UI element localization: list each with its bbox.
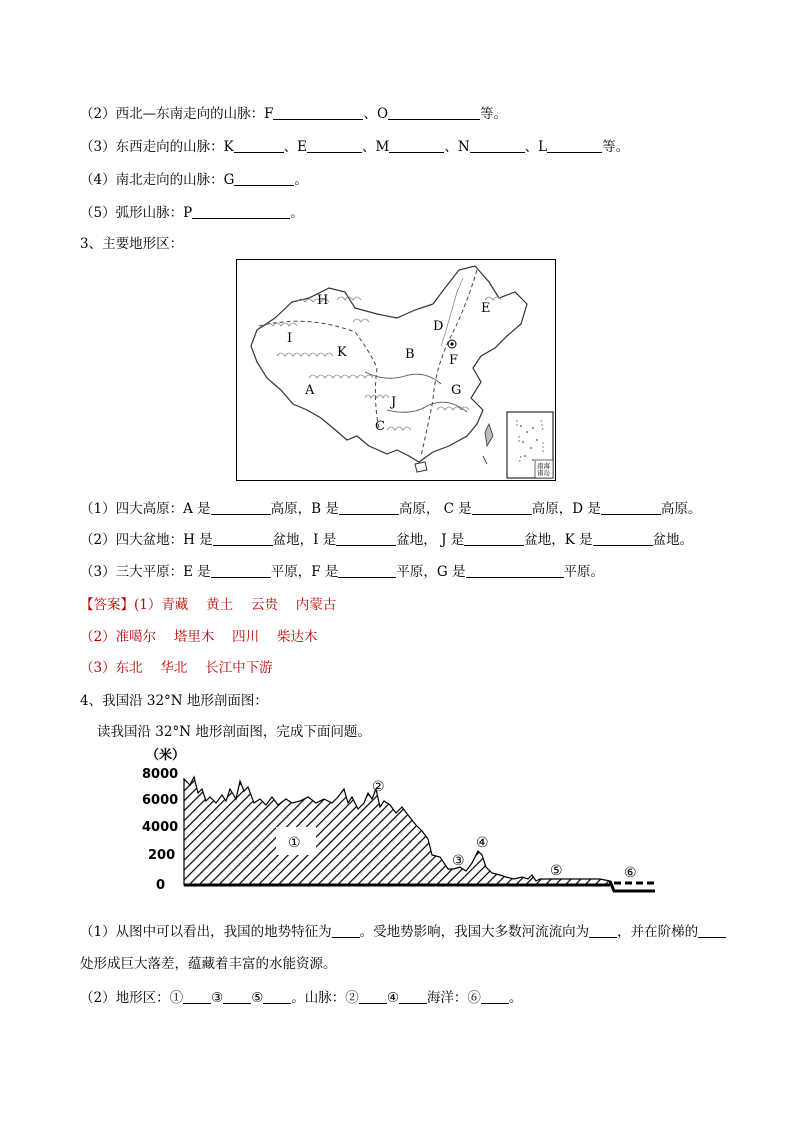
q3-text: 高原。 — [660, 501, 702, 517]
profile-marker-6: ⑥ — [624, 865, 637, 881]
q3-text: 高原，D 是 — [531, 501, 601, 517]
answer-blank[interactable] — [183, 989, 211, 1004]
q3-plateaus — [80, 497, 701, 517]
q4-title: 4、我国沿 32°N 地形剖面图： — [80, 693, 268, 709]
map-label-A: A — [305, 383, 315, 398]
q2-text: （5）弧形山脉：P — [80, 205, 193, 221]
map-label-K: K — [337, 345, 347, 360]
terrain-profile-area — [184, 777, 610, 885]
q4-part2 — [80, 986, 522, 1006]
answer-blank[interactable] — [601, 500, 661, 515]
profile-unit: （米） — [146, 748, 186, 763]
terrain-profile-32N — [140, 745, 670, 909]
answer-blank[interactable] — [336, 531, 396, 546]
q4-text: 。受地势影响，我国大多数河流流向为 — [359, 924, 590, 940]
q2-text: （2）西北—东南走向的山脉：F — [80, 106, 274, 122]
q3-text: （1）四大高原：A 是 — [80, 501, 211, 517]
q3-text: 平原，G 是 — [396, 564, 466, 580]
answer-text: (1）青藏 黄土 云贵 内蒙古 — [134, 597, 337, 613]
china-map-figure — [237, 260, 554, 479]
answer-blank[interactable] — [466, 563, 564, 578]
answer-line-2: （2）准噶尔 塔里木 四川 柴达木 — [80, 629, 318, 645]
q3-text: （2）四大盆地：H 是 — [80, 532, 213, 548]
answer-blank[interactable] — [470, 138, 525, 153]
q3-text: 高原， C 是 — [398, 501, 472, 517]
q2-text: （4）南北走向的山脉：G — [80, 172, 235, 188]
q3-text: 盆地，I 是 — [272, 532, 337, 548]
map-label-F: F — [449, 353, 459, 368]
terrain-step-boundaries — [259, 270, 477, 456]
profile-marker-5: ⑤ — [550, 863, 563, 879]
answer-line-3: （3）东北 华北 长江中下游 — [80, 660, 273, 676]
q3-basins — [80, 528, 693, 548]
q3-text: 盆地。 — [652, 532, 694, 548]
q2-line-northsouth — [80, 168, 308, 188]
answer-blank[interactable] — [464, 531, 524, 546]
q3-plains — [80, 560, 604, 580]
answer-blank[interactable] — [698, 923, 726, 938]
answer-blank[interactable] — [389, 138, 444, 153]
q4-text: （1）从图中可以看出，我国的地势特征为 — [80, 924, 332, 940]
china-terrain-map — [236, 259, 556, 481]
answer-blank[interactable] — [481, 989, 509, 1004]
q2-text: 、E — [283, 139, 308, 155]
answer-blank[interactable] — [307, 138, 362, 153]
profile-marker-4: ④ — [476, 835, 489, 851]
map-label-H: H — [317, 293, 329, 308]
answer-blank[interactable] — [547, 138, 602, 153]
answer-blank[interactable] — [223, 989, 251, 1004]
answer-blank[interactable] — [338, 563, 396, 578]
answer-blank[interactable] — [399, 989, 427, 1004]
profile-marker-2: ② — [372, 779, 385, 795]
q2-text: 、M — [362, 139, 390, 155]
q4-part1-line1 — [80, 920, 726, 940]
map-label-I: I — [287, 331, 293, 346]
answer-blank[interactable] — [388, 105, 480, 120]
q4-text: ③ — [211, 990, 224, 1006]
hainan-island — [415, 462, 427, 472]
answer-blank[interactable] — [211, 500, 271, 515]
answer-blank[interactable] — [359, 989, 387, 1004]
map-label-D: D — [433, 319, 444, 334]
answer-tag: 【答案】 — [80, 597, 134, 613]
answer-blank[interactable] — [192, 204, 290, 219]
q3-text: 盆地，K 是 — [524, 532, 593, 548]
q2-text: 、L — [524, 139, 548, 155]
q2-text: （3）东西走向的山脉：K — [80, 139, 234, 155]
y-tick: 200 — [148, 848, 176, 863]
answer-blank[interactable] — [211, 563, 271, 578]
answer-blank[interactable] — [234, 138, 284, 153]
coast-mark — [483, 456, 487, 464]
q3-text: （3）三大平原：E 是 — [80, 564, 211, 580]
q4-part1-line2: 处形成巨大落差，蕴藏着丰富的水能资源。 — [80, 956, 337, 972]
y-tick: 4000 — [142, 820, 179, 835]
answer-blank[interactable] — [273, 105, 363, 120]
q2-line-eastwest — [80, 135, 629, 155]
answer-line-1 — [80, 593, 336, 613]
capital-dot — [450, 342, 453, 345]
map-label-E: E — [481, 301, 491, 316]
map-label-B: B — [405, 347, 415, 362]
answer-blank[interactable] — [263, 989, 291, 1004]
inset-label: 南海 — [537, 462, 550, 470]
taiwan-island — [485, 424, 493, 446]
q3-text: 平原，F 是 — [270, 564, 339, 580]
q4-text: ⑤ — [251, 990, 264, 1006]
answer-blank[interactable] — [472, 500, 532, 515]
q4-text: 。山脉：② — [291, 990, 359, 1006]
q2-text: 。 — [294, 172, 308, 188]
q4-text: ，并在阶梯的 — [617, 924, 699, 940]
answer-blank[interactable] — [593, 531, 653, 546]
profile-marker-3: ③ — [452, 853, 465, 869]
inset-label: 诸岛 — [537, 469, 550, 477]
q2-text: 等。 — [602, 139, 630, 155]
q4-text: 海洋：⑥ — [426, 990, 481, 1006]
q3-text: 平原。 — [563, 564, 604, 580]
q2-line-northwest — [80, 102, 507, 122]
y-tick: 0 — [156, 878, 166, 893]
terrain-profile-chart — [140, 745, 670, 905]
q2-text: 。 — [290, 205, 304, 221]
map-label-G: G — [451, 383, 462, 398]
q2-text: 等。 — [480, 106, 508, 122]
answer-blank[interactable] — [589, 923, 617, 938]
answer-blank[interactable] — [339, 500, 399, 515]
q4-intro: 读我国沿 32°N 地形剖面图，完成下面问题。 — [97, 724, 371, 740]
q4-text: 。 — [508, 990, 523, 1006]
q3-text: 盆地， J 是 — [396, 532, 465, 548]
q3-title: 3、主要地形区： — [80, 236, 184, 252]
answer-blank[interactable] — [332, 923, 360, 938]
answer-blank[interactable] — [234, 171, 294, 186]
q2-text: 、O — [363, 106, 389, 122]
map-label-J: J — [391, 395, 397, 410]
q3-text: 高原，B 是 — [270, 501, 339, 517]
y-tick: 6000 — [142, 793, 179, 808]
q2-text: 、N — [444, 139, 470, 155]
q2-line-arc — [80, 201, 304, 221]
q4-text: （2）地形区：① — [80, 990, 184, 1006]
map-label-C: C — [375, 419, 385, 434]
answer-blank[interactable] — [213, 531, 273, 546]
profile-marker-1: ① — [288, 835, 301, 851]
q4-text: ④ — [386, 990, 399, 1006]
y-tick: 8000 — [142, 767, 179, 782]
